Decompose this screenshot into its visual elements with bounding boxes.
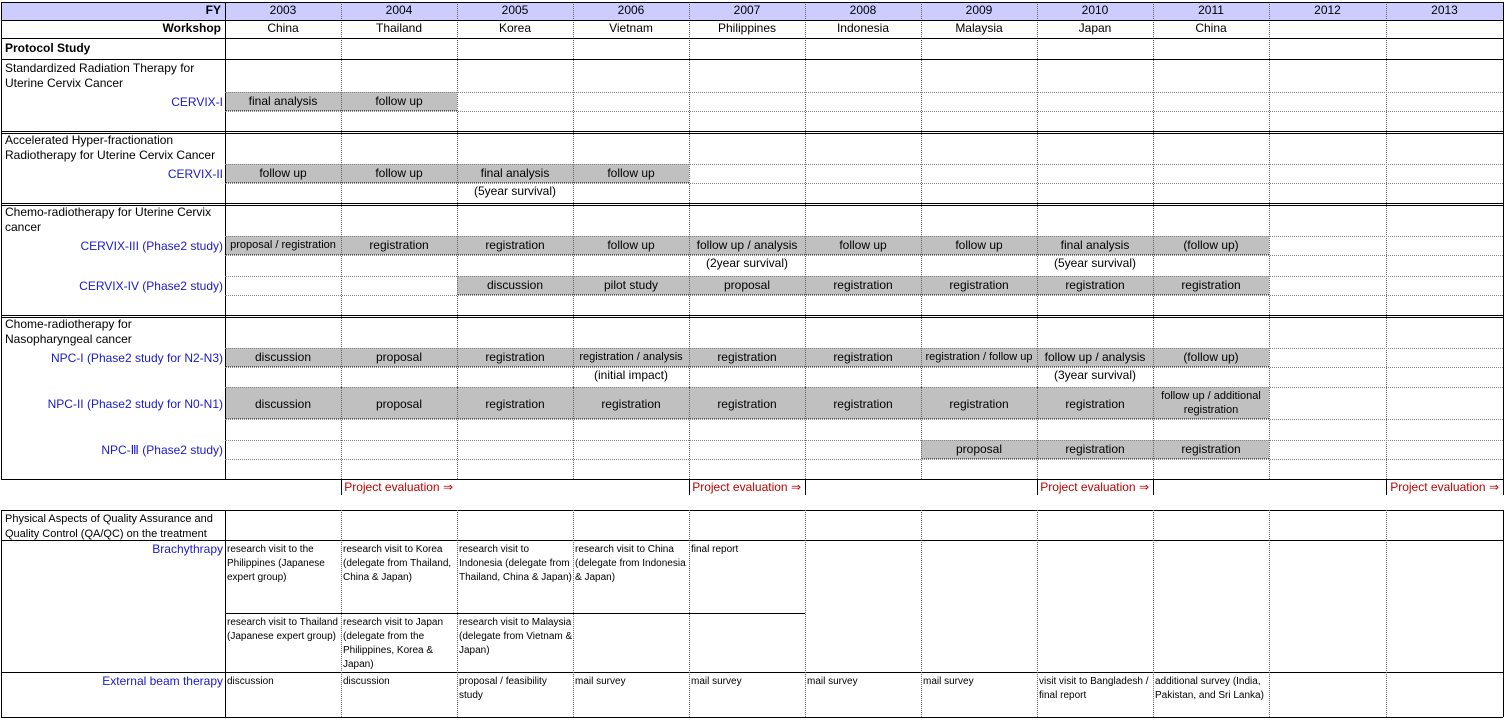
protocol-brachy: Brachythrapy: [152, 542, 223, 556]
year-header: 2007: [689, 2, 805, 20]
grid-line: [1, 479, 225, 480]
protocol-npc1: NPC-I (Phase2 study for N2-N3): [50, 351, 223, 365]
grid-line: [1037, 479, 1038, 495]
grid-line: [1, 20, 1503, 21]
grid-line: [341, 2, 342, 479]
cervix2-title: Accelerated Hyper-fractionation Radiotherapy for Uterine Cervix Cancer: [5, 133, 216, 162]
country-header: Thailand: [375, 21, 423, 35]
grid-line: [1, 133, 1503, 134]
grid-line: [341, 479, 342, 495]
year-header: 2013: [1386, 2, 1503, 20]
npc3-bar: registration: [1153, 440, 1269, 459]
grid-line: [1, 510, 1503, 511]
grid-line: [457, 2, 458, 479]
protocol-cervix1: CERVIX-I: [171, 95, 223, 109]
cervix3-bar: follow up: [805, 236, 921, 255]
cervix1-bar: final analysis: [225, 92, 341, 111]
evaluation-2004: Project evaluation ⇒: [344, 480, 453, 494]
country-header: Indonesia: [836, 21, 890, 35]
grid-line: [689, 479, 690, 495]
cervix3-bar: follow up: [573, 236, 689, 255]
year-header: 2009: [921, 2, 1037, 20]
country-header: Malaysia: [955, 21, 1003, 35]
grid-line: [1386, 510, 1387, 717]
npc1-bar: discussion: [225, 348, 341, 367]
cervix2-bar: follow up: [573, 164, 689, 183]
workshop-label: Workshop: [162, 21, 221, 35]
year-header: 2010: [1037, 2, 1153, 20]
grid-line: [1503, 2, 1504, 479]
qa-title: Physical Aspects of Quality Assurance and Quality Control (QA/QC) on the treatment: [5, 513, 213, 540]
brachy-visit: final report: [691, 544, 739, 555]
ebt-item: discussion: [343, 676, 390, 687]
grid-line: [225, 367, 1503, 368]
protocol-cervix3: CERVIX-III (Phase2 study): [80, 239, 223, 253]
brachy-visit: research visit to the Philippines (Japanese expert group): [227, 544, 325, 583]
cervix4-bar: pilot study: [573, 276, 689, 295]
evaluation-2010: Project evaluation ⇒: [1040, 480, 1149, 494]
year-header: 2005: [457, 2, 573, 20]
year-header: 2004: [341, 2, 457, 20]
evaluation-2013: Project evaluation ⇒: [1390, 480, 1499, 494]
country-header: China: [267, 21, 299, 35]
cervix4-bar: registration: [1153, 276, 1269, 295]
grid-line: [1, 203, 1503, 204]
year-header: 2011: [1153, 2, 1269, 20]
npc1-bar: registration / analysis: [573, 348, 689, 367]
grid-line: [805, 510, 806, 717]
grid-line: [225, 92, 1503, 93]
npc2-bar: proposal: [341, 387, 457, 419]
cervix2-bar: final analysis: [457, 164, 573, 183]
cervix3-bar: registration: [457, 236, 573, 255]
cervix3-bar: follow up / analysis: [689, 236, 805, 255]
grid-line: [1, 205, 1503, 206]
cervix3-bar: final analysis: [1037, 236, 1153, 255]
protocol-study-heading: Protocol Study: [5, 41, 91, 55]
protocol-ebt: External beam therapy: [102, 674, 223, 688]
npc3-bar: registration: [1037, 440, 1153, 459]
country-header: [1386, 20, 1503, 38]
country-header: Philippines: [717, 21, 777, 35]
cervix3-note-5yr: (5year survival): [1053, 256, 1137, 270]
grid-line: [805, 2, 806, 479]
grid-line: [225, 613, 805, 614]
npc1-bar: proposal: [341, 348, 457, 367]
npc1-note-initial: (initial impact): [593, 368, 668, 382]
grid-line: [225, 440, 1503, 441]
cervix4-bar: proposal: [689, 276, 805, 295]
npc1-bar: registration: [457, 348, 573, 367]
grid-line: [921, 2, 922, 479]
brachy-visit: research visit to Japan (delegate from the Philippines, Korea & Japan): [343, 617, 444, 670]
grid-line: [1153, 479, 1154, 495]
grid-line: [1037, 510, 1038, 717]
ebt-item: additional survey (India, Pakistan, and Sri Lanka): [1155, 676, 1264, 701]
grid-line: [1, 38, 1503, 39]
fy-label: FY: [1, 2, 225, 20]
protocol-cervix4: CERVIX-IV (Phase2 study): [79, 279, 223, 293]
grid-line: [225, 236, 1503, 237]
cervix3-bar: follow up: [921, 236, 1037, 255]
cervix2-note: (5year survival): [473, 184, 557, 198]
npc2-bar: registration: [921, 387, 1037, 419]
cervix3-bar: proposal / registration: [225, 236, 341, 255]
npc2-bar: registration: [573, 387, 689, 419]
ebt-item: visit visit to Bangladesh / final report: [1039, 676, 1149, 701]
grid-line: [225, 479, 1503, 480]
grid-line: [805, 479, 806, 495]
grid-line: [1, 2, 1503, 3]
grid-line: [1269, 510, 1270, 717]
ebt-item: mail survey: [691, 676, 742, 687]
ebt-item: proposal / feasibility study: [459, 676, 547, 701]
brachy-visit: research visit to China (delegate from Indonesia & Japan): [575, 544, 686, 583]
country-header: [1269, 20, 1386, 38]
npc2-bar: follow up / additional registration: [1153, 387, 1269, 419]
grid-line: [1503, 479, 1504, 495]
npc2-bar: registration: [689, 387, 805, 419]
grid-line: [1, 540, 1503, 541]
cervix4-bar: registration: [1037, 276, 1153, 295]
cervix1-title: Standardized Radiation Therapy for Uterine Cervix Cancer: [5, 61, 195, 90]
npc2-bar: discussion: [225, 387, 341, 419]
grid-line: [1153, 510, 1154, 717]
grid-line: [1153, 2, 1154, 479]
grid-line: [921, 510, 922, 717]
npc2-bar: registration: [457, 387, 573, 419]
grid-line: [1386, 479, 1387, 495]
grid-line: [573, 2, 574, 479]
country-header: Korea: [498, 21, 532, 35]
protocol-npc2: NPC-II (Phase2 study for N0-N1): [47, 397, 223, 411]
ebt-item: discussion: [227, 676, 274, 687]
grid-line: [1, 510, 2, 717]
grid-line: [1, 717, 1503, 718]
cervix2-bar: follow up: [225, 164, 341, 183]
npc1-bar: (follow up): [1153, 348, 1269, 367]
grid-line: [225, 183, 1503, 184]
country-header: Japan: [1078, 21, 1112, 35]
protocol-npc3: NPC-Ⅲ (Phase2 study): [101, 443, 223, 457]
npc1-bar: registration / follow up: [921, 348, 1037, 367]
brachy-visit: research visit to Indonesia (delegate from Thailand, China & Japan): [459, 544, 572, 583]
evaluation-2007: Project evaluation ⇒: [692, 480, 801, 494]
cervix3-note-2yr: (2year survival): [705, 256, 789, 270]
cervix1-bar: follow up: [341, 92, 457, 111]
cervix4-bar: discussion: [457, 276, 573, 295]
cervix4-bar: registration: [805, 276, 921, 295]
grid-line: [225, 164, 1503, 165]
npc2-bar: registration: [1037, 387, 1153, 419]
year-header: 2008: [805, 2, 921, 20]
brachy-visit: research visit to Thailand (Japanese expert group): [227, 617, 338, 642]
npc3-bar: proposal: [921, 440, 1037, 459]
npc1-bar: follow up / analysis: [1037, 348, 1153, 367]
grid-line: [1, 2, 2, 479]
grid-line: [225, 459, 1503, 460]
npc1-note-3yr: (3year survival): [1053, 368, 1137, 382]
grid-line: [225, 2, 226, 479]
npc1-bar: registration: [805, 348, 921, 367]
npc-title: Chome-radiotherapy for Nasopharyngeal cancer: [5, 317, 132, 346]
grid-line: [1, 131, 1503, 132]
grid-line: [225, 348, 1503, 349]
cervix3-title: Chemo-radiotherapy for Uterine Cervix cancer: [5, 205, 212, 234]
npc1-bar: registration: [689, 348, 805, 367]
year-header: 2012: [1269, 2, 1386, 20]
cervix2-bar: follow up: [341, 164, 457, 183]
grid-line: [1, 672, 1503, 673]
year-header: 2003: [225, 2, 341, 20]
country-header: Vietnam: [609, 21, 653, 35]
cervix3-bar: registration: [341, 236, 457, 255]
grid-line: [225, 419, 1503, 420]
grid-line: [1, 59, 1503, 60]
grid-line: [225, 295, 1503, 296]
grid-line: [1269, 2, 1270, 479]
grid-line: [689, 2, 690, 479]
grid-line: [225, 111, 1503, 112]
country-header: China: [1195, 21, 1227, 35]
npc2-bar: registration: [805, 387, 921, 419]
brachy-visit: research visit to Malaysia (delegate from Vietnam & Japan): [459, 617, 573, 656]
grid-line: [225, 387, 1503, 388]
grid-line: [1386, 2, 1387, 479]
ebt-item: mail survey: [807, 676, 858, 687]
grid-line: [1, 317, 1503, 318]
grid-line: [1037, 2, 1038, 479]
cervix3-bar: (follow up): [1153, 236, 1269, 255]
ebt-item: mail survey: [923, 676, 974, 687]
ebt-item: mail survey: [575, 676, 626, 687]
protocol-cervix2: CERVIX-II: [167, 167, 223, 181]
brachy-visit: research visit to Korea (delegate from Thailand, China & Japan): [343, 544, 452, 583]
grid-line: [225, 276, 1503, 277]
cervix4-bar: registration: [921, 276, 1037, 295]
grid-line: [1503, 510, 1504, 717]
grid-line: [1, 315, 1503, 316]
year-header: 2006: [573, 2, 689, 20]
grid-line: [225, 255, 1503, 256]
